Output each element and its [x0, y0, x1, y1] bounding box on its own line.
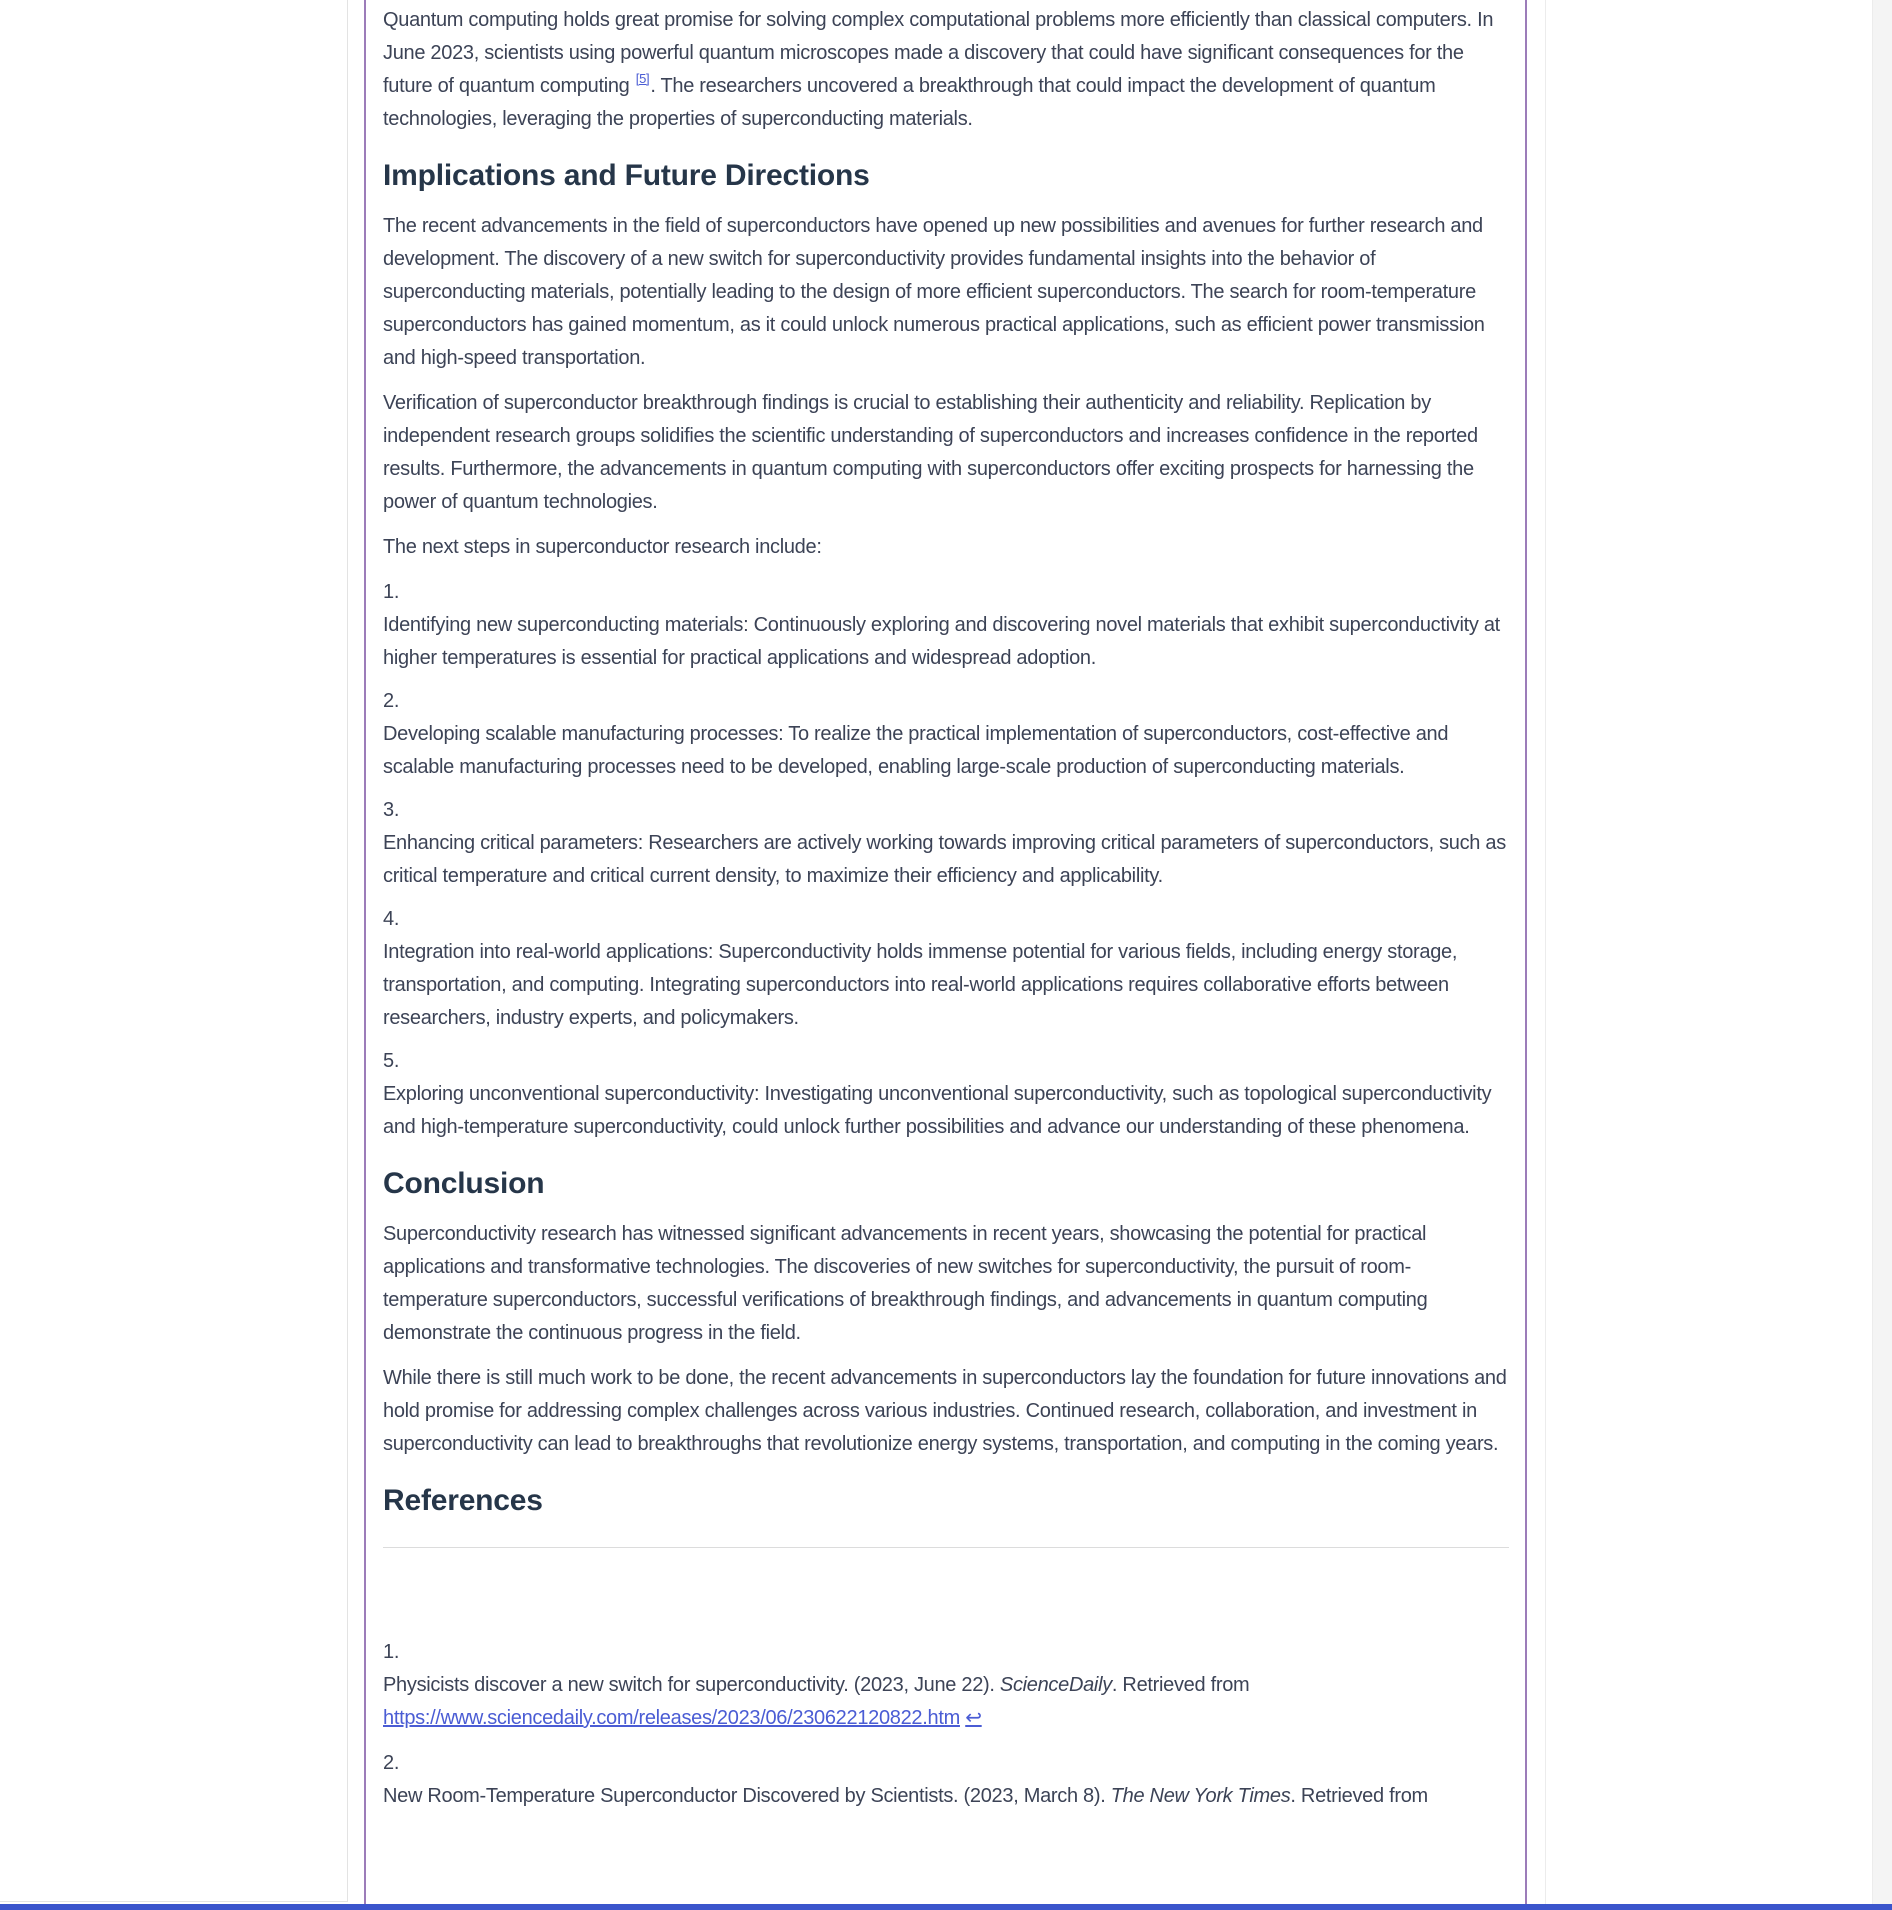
intro-text-after: . The researchers uncovered a breakthrough that could impact the development of quantum technologies, leveraging the properties of superconducting materials. — [383, 75, 1436, 130]
section-heading-references: References — [383, 1484, 543, 1517]
footnotes-list — [383, 1636, 1509, 1813]
list-item-marker: 5. — [383, 1050, 400, 1072]
footnote-text-before: New Room-Temperature Superconductor Discovered by Scientists. (2023, March 8). — [383, 1785, 1111, 1807]
sciencedaily-link[interactable]: https://www.sciencedaily.com/releases/2023/06/230622120822.htm — [383, 1707, 960, 1729]
footnote-text — [383, 1669, 1509, 1735]
footnote-marker: 2. — [383, 1752, 400, 1774]
footnote-text-after: . Retrieved from — [1111, 1674, 1250, 1696]
list-item-text: Exploring unconventional superconductivity: Investigating unconventional superconductivity, such as topological superconductivity and high-temperature superconductivity, could unlock further possibilities and advance our understanding of these phenomena. — [383, 1083, 1492, 1138]
footnote-text-after: . Retrieved from — [1290, 1785, 1428, 1807]
list-item-marker: 1. — [383, 581, 400, 603]
list-item-marker: 3. — [383, 799, 400, 821]
paragraph-conclusion-2: While there is still much work to be done, the recent advancements in superconductors lay the foundation for future innovations and hold promise for addressing complex challenges across various industries. Continued research, collaboration, and investment in superconductivity can lead to breakthroughs that revolutionize energy systems, transportation, and computing in the coming years. — [383, 1367, 1507, 1455]
next-steps-list — [383, 576, 1509, 1144]
backref-arrow-icon[interactable]: ↩ — [965, 1707, 982, 1729]
scrollbar-track[interactable] — [1872, 0, 1892, 1910]
list-item — [383, 1045, 1509, 1144]
document-card — [364, 0, 1527, 1910]
bottom-accent-bar — [0, 1904, 1892, 1910]
footnote-item — [383, 1636, 1509, 1735]
list-item-text: Developing scalable manufacturing processes: To realize the practical implementation of superconductors, cost-effective and scalable manufacturing processes need to be developed, enabling large-scale production of superconducting materials. — [383, 723, 1449, 778]
paragraph-next-steps-lead: The next steps in superconductor research include: — [383, 536, 822, 558]
list-item — [383, 685, 1509, 784]
list-item-text: Integration into real-world applications: Superconductivity holds immense potential for various fields, including energy storage, transportation, and computing. Integrating superconductors into real-world applications requires collaborative efforts between researchers, industry experts, and policymakers. — [383, 941, 1458, 1029]
document-body — [383, 4, 1509, 1813]
footnote-source-name: The New York Times — [1110, 1785, 1291, 1807]
list-item-marker: 2. — [383, 690, 400, 712]
paragraph-intro — [383, 4, 1509, 136]
list-item — [383, 794, 1509, 893]
footnote-source-name: ScienceDaily — [999, 1674, 1112, 1696]
section-heading-conclusion: Conclusion — [383, 1167, 545, 1200]
list-item-text: Enhancing critical parameters: Researchers are actively working towards improving critical parameters of superconductors, such as critical temperature and critical current density, to maximize their efficiency and applicability. — [383, 832, 1506, 887]
footnote-text — [383, 1780, 1509, 1813]
paragraph-implications-1: The recent advancements in the field of superconductors have opened up new possibilities and avenues for further research and development. The discovery of a new switch for superconductivity provides fundamental insights into the behavior of superconducting materials, potentially leading to the design of more efficient superconductors. The search for room-temperature superconductors has gained momentum, as it could unlock numerous practical applications, such as efficient power transmission and high-speed transportation. — [383, 215, 1485, 369]
list-item — [383, 576, 1509, 675]
footnote-item — [383, 1747, 1509, 1813]
intro-text-before: Quantum computing holds great promise for solving complex computational problems more efficiently than classical computers. In June 2023, scientists using powerful quantum microscopes made a discovery that could have significant consequences for the future of quantum computing — [383, 9, 1494, 97]
footnotes-divider — [383, 1547, 1509, 1548]
footnote-ref-5-link[interactable]: [5] — [635, 71, 650, 86]
footnote-superscript — [636, 71, 650, 86]
list-item — [383, 903, 1509, 1035]
footnote-text-before: Physicists discover a new switch for superconductivity. (2023, June 22). — [383, 1674, 1000, 1696]
list-item-text: Identifying new superconducting materials: Continuously exploring and discovering novel materials that exhibit superconductivity at higher temperatures is essential for practical applications and widespread adoption. — [383, 614, 1500, 669]
footnote-marker: 1. — [383, 1641, 400, 1663]
content-panel — [348, 0, 1546, 1910]
paragraph-conclusion-1: Superconductivity research has witnessed significant advancements in recent years, showcasing the potential for practical applications and transformative technologies. The discoveries of new switches for superconductivity, the pursuit of room-temperature superconductors, successful verifications of breakthrough findings, and advancements in quantum computing demonstrate the continuous progress in the field. — [383, 1223, 1428, 1344]
section-heading-implications: Implications and Future Directions — [383, 159, 870, 192]
left-panel — [0, 0, 348, 1902]
paragraph-implications-2: Verification of superconductor breakthrough findings is crucial to establishing their authenticity and reliability. Replication by independent research groups solidifies the scientific understanding of superconductors and increases confidence in the reported results. Furthermore, the advancements in quantum computing with superconductors offer exciting prospects for harnessing the power of quantum technologies. — [383, 392, 1478, 513]
list-item-marker: 4. — [383, 908, 400, 930]
